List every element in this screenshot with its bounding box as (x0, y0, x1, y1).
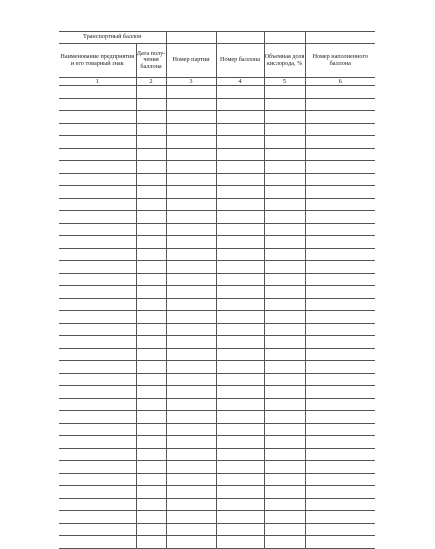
table-cell (136, 148, 166, 161)
table-row (59, 361, 375, 374)
table-cell (136, 123, 166, 136)
column-header: Номер партии (166, 44, 216, 78)
table-row (59, 223, 375, 236)
table-cell (166, 286, 216, 299)
table-cell (136, 423, 166, 436)
table-cell (59, 473, 136, 486)
table-cell (264, 98, 305, 111)
table-cell (264, 248, 305, 261)
table-cell (216, 361, 264, 374)
table-cell (59, 286, 136, 299)
table-cell (305, 286, 375, 299)
table-row (59, 398, 375, 411)
column-number: 2 (136, 78, 166, 86)
table-row (59, 136, 375, 149)
table-cell (136, 373, 166, 386)
table-cell (264, 486, 305, 499)
table-cell (136, 361, 166, 374)
table-cell (136, 348, 166, 361)
table-cell (264, 473, 305, 486)
table-row (59, 323, 375, 336)
table-row (59, 298, 375, 311)
group-header-spacer (305, 32, 375, 44)
column-header-row (59, 44, 375, 78)
table-cell (264, 436, 305, 449)
table-cell (59, 298, 136, 311)
table-cell (305, 323, 375, 336)
table-cell (59, 198, 136, 211)
table-row (59, 173, 375, 186)
table-row (59, 411, 375, 424)
table-cell (136, 286, 166, 299)
table-cell (264, 236, 305, 249)
table-cell (136, 473, 166, 486)
table-cell (166, 148, 216, 161)
table-cell (136, 86, 166, 99)
table-cell (264, 123, 305, 136)
table-cell (59, 248, 136, 261)
table-cell (59, 486, 136, 499)
table-row (59, 498, 375, 511)
table-cell (216, 136, 264, 149)
table-cell (166, 311, 216, 324)
table-row (59, 436, 375, 449)
table-cell (264, 211, 305, 224)
table-cell (305, 336, 375, 349)
table-cell (59, 336, 136, 349)
table-cell (59, 361, 136, 374)
table-row (59, 148, 375, 161)
table-cell (59, 386, 136, 399)
table-cell (216, 448, 264, 461)
table-cell (59, 98, 136, 111)
table-cell (216, 198, 264, 211)
table-cell (59, 186, 136, 199)
table-cell (216, 523, 264, 536)
table-cell (166, 223, 216, 236)
table-cell (59, 136, 136, 149)
table-cell (264, 336, 305, 349)
table-row (59, 373, 375, 386)
table-row (59, 273, 375, 286)
table-cell (59, 448, 136, 461)
table-cell (264, 386, 305, 399)
table-cell (216, 111, 264, 124)
table-cell (264, 173, 305, 186)
table-cell (264, 361, 305, 374)
table-cell (305, 448, 375, 461)
table-cell (216, 148, 264, 161)
table-row (59, 311, 375, 324)
column-header: Дата полу-чения баллона (136, 44, 166, 78)
table-cell (166, 136, 216, 149)
table-cell (216, 536, 264, 549)
table-cell (305, 348, 375, 361)
table-cell (216, 161, 264, 174)
table-row (59, 473, 375, 486)
table-cell (216, 273, 264, 286)
table-cell (59, 536, 136, 549)
table-cell (136, 411, 166, 424)
table-cell (59, 411, 136, 424)
table-cell (136, 261, 166, 274)
table-cell (305, 386, 375, 399)
table-cell (305, 236, 375, 249)
table-cell (264, 498, 305, 511)
table-cell (136, 461, 166, 474)
table-cell (264, 161, 305, 174)
table-cell (264, 398, 305, 411)
table-cell (305, 198, 375, 211)
table-row (59, 236, 375, 249)
table-cell (59, 223, 136, 236)
table-cell (305, 461, 375, 474)
table-cell (166, 336, 216, 349)
table-cell (305, 486, 375, 499)
table-cell (166, 298, 216, 311)
table-cell (264, 273, 305, 286)
table-cell (59, 348, 136, 361)
table-cell (166, 461, 216, 474)
table-cell (166, 536, 216, 549)
table-cell (136, 223, 166, 236)
table-row (59, 198, 375, 211)
table-cell (59, 323, 136, 336)
table-cell (136, 436, 166, 449)
table-cell (264, 111, 305, 124)
group-header-spacer (264, 32, 305, 44)
column-number: 1 (59, 78, 136, 86)
table-cell (305, 173, 375, 186)
column-header: Наименование предприятия и его товарный знак (59, 44, 136, 78)
group-header-cell: Транспортный баллон (59, 32, 166, 44)
table-cell (166, 361, 216, 374)
table-cell (59, 261, 136, 274)
table-cell (305, 298, 375, 311)
table-cell (136, 386, 166, 399)
table-cell (216, 423, 264, 436)
table-cell (166, 448, 216, 461)
table-cell (216, 123, 264, 136)
table-cell (166, 198, 216, 211)
table-row (59, 123, 375, 136)
table-cell (216, 236, 264, 249)
table-cell (166, 261, 216, 274)
column-number: 5 (264, 78, 305, 86)
table-cell (216, 386, 264, 399)
table-cell (59, 123, 136, 136)
table-cell (166, 236, 216, 249)
table-cell (136, 398, 166, 411)
table-cell (216, 173, 264, 186)
table-cell (59, 423, 136, 436)
column-number-row (59, 78, 375, 86)
table-cell (264, 523, 305, 536)
table-cell (166, 186, 216, 199)
table-cell (59, 86, 136, 99)
table-cell (136, 448, 166, 461)
table-cell (166, 123, 216, 136)
table-cell (216, 511, 264, 524)
table-cell (305, 211, 375, 224)
table-cell (305, 511, 375, 524)
table-cell (136, 498, 166, 511)
table-cell (216, 98, 264, 111)
table-cell (166, 398, 216, 411)
table-cell (305, 123, 375, 136)
table-cell (136, 248, 166, 261)
table-row (59, 523, 375, 536)
table-cell (59, 398, 136, 411)
table-cell (264, 261, 305, 274)
group-header-spacer (166, 32, 216, 44)
table-cell (305, 311, 375, 324)
table-cell (166, 86, 216, 99)
table-cell (264, 148, 305, 161)
table-row (59, 486, 375, 499)
table-cell (305, 473, 375, 486)
table-cell (264, 311, 305, 324)
table-cell (305, 261, 375, 274)
table-cell (59, 436, 136, 449)
table-cell (216, 186, 264, 199)
cylinder-register-table (59, 31, 375, 549)
table-row (59, 448, 375, 461)
table-row (59, 348, 375, 361)
table-cell (166, 473, 216, 486)
table-row (59, 98, 375, 111)
table-cell (216, 248, 264, 261)
table-cell (166, 411, 216, 424)
table-cell (305, 411, 375, 424)
table-cell (136, 523, 166, 536)
table-cell (264, 423, 305, 436)
table-cell (305, 273, 375, 286)
table-row (59, 211, 375, 224)
table-cell (264, 348, 305, 361)
table-cell (59, 236, 136, 249)
table-cell (59, 523, 136, 536)
column-number: 3 (166, 78, 216, 86)
table-cell (305, 223, 375, 236)
table-cell (136, 536, 166, 549)
table-cell (166, 386, 216, 399)
table-cell (216, 486, 264, 499)
column-header: Номер наполненного баллона (305, 44, 375, 78)
table-cell (136, 273, 166, 286)
table-cell (136, 136, 166, 149)
table-cell (216, 323, 264, 336)
table-cell (264, 373, 305, 386)
table-cell (136, 98, 166, 111)
table-cell (166, 323, 216, 336)
table-cell (216, 311, 264, 324)
table-cell (216, 223, 264, 236)
table-cell (264, 186, 305, 199)
table-row (59, 186, 375, 199)
table-cell (305, 111, 375, 124)
table-cell (305, 98, 375, 111)
table-cell (216, 411, 264, 424)
table-row (59, 111, 375, 124)
table-cell (264, 298, 305, 311)
table-cell (264, 461, 305, 474)
table-cell (305, 86, 375, 99)
table-cell (216, 398, 264, 411)
table-cell (305, 498, 375, 511)
table-cell (305, 423, 375, 436)
table-cell (166, 273, 216, 286)
table-row (59, 386, 375, 399)
table-cell (166, 161, 216, 174)
table-row (59, 423, 375, 436)
group-header-row (59, 32, 375, 44)
table-cell (166, 423, 216, 436)
table-cell (264, 136, 305, 149)
table-row (59, 536, 375, 549)
table-cell (216, 286, 264, 299)
table-cell (166, 436, 216, 449)
table-cell (59, 161, 136, 174)
table-cell (305, 436, 375, 449)
table-cell (59, 498, 136, 511)
table-row (59, 86, 375, 99)
table-cell (166, 486, 216, 499)
table-cell (216, 298, 264, 311)
table-cell (59, 111, 136, 124)
table-row (59, 286, 375, 299)
table-cell (216, 336, 264, 349)
column-number: 4 (216, 78, 264, 86)
table-cell (305, 161, 375, 174)
table-cell (59, 148, 136, 161)
table-cell (216, 473, 264, 486)
table-cell (264, 223, 305, 236)
table-cell (264, 536, 305, 549)
table-cell (166, 211, 216, 224)
table-cell (59, 461, 136, 474)
table-cell (264, 448, 305, 461)
table-cell (305, 398, 375, 411)
table-cell (59, 273, 136, 286)
table-cell (166, 348, 216, 361)
table-cell (264, 198, 305, 211)
table-cell (166, 98, 216, 111)
table-cell (136, 173, 166, 186)
table-cell (166, 511, 216, 524)
table-cell (59, 511, 136, 524)
table-cell (136, 211, 166, 224)
table-cell (136, 198, 166, 211)
table-cell (216, 373, 264, 386)
table-cell (136, 161, 166, 174)
table-row (59, 511, 375, 524)
column-number: 6 (305, 78, 375, 86)
table-row (59, 248, 375, 261)
table-cell (166, 373, 216, 386)
table-cell (136, 298, 166, 311)
table-cell (216, 348, 264, 361)
table-cell (136, 236, 166, 249)
table-cell (59, 173, 136, 186)
table-cell (216, 261, 264, 274)
table-cell (305, 373, 375, 386)
table-cell (264, 286, 305, 299)
group-header-spacer (216, 32, 264, 44)
table-row (59, 261, 375, 274)
table-row (59, 461, 375, 474)
table-cell (264, 511, 305, 524)
table-cell (305, 136, 375, 149)
table-cell (136, 486, 166, 499)
table-cell (136, 336, 166, 349)
table-cell (136, 511, 166, 524)
table-cell (216, 498, 264, 511)
table-cell (216, 211, 264, 224)
table-row (59, 336, 375, 349)
table-cell (59, 373, 136, 386)
table-cell (305, 248, 375, 261)
table-cell (59, 211, 136, 224)
column-header: Номер баллона (216, 44, 264, 78)
table-cell (166, 248, 216, 261)
table-cell (305, 536, 375, 549)
table-cell (305, 148, 375, 161)
table-cell (264, 86, 305, 99)
table-cell (166, 498, 216, 511)
table-cell (166, 173, 216, 186)
table-cell (136, 323, 166, 336)
table-cell (136, 311, 166, 324)
table-cell (305, 523, 375, 536)
table-cell (136, 186, 166, 199)
column-header: Объемная доля кислорода, % (264, 44, 305, 78)
table-row (59, 161, 375, 174)
table-cell (264, 323, 305, 336)
table-cell (59, 311, 136, 324)
table-cell (305, 186, 375, 199)
table-cell (166, 523, 216, 536)
table-cell (216, 461, 264, 474)
table-cell (264, 411, 305, 424)
table-cell (166, 111, 216, 124)
table-cell (216, 436, 264, 449)
table-cell (305, 361, 375, 374)
table-cell (136, 111, 166, 124)
table-cell (216, 86, 264, 99)
